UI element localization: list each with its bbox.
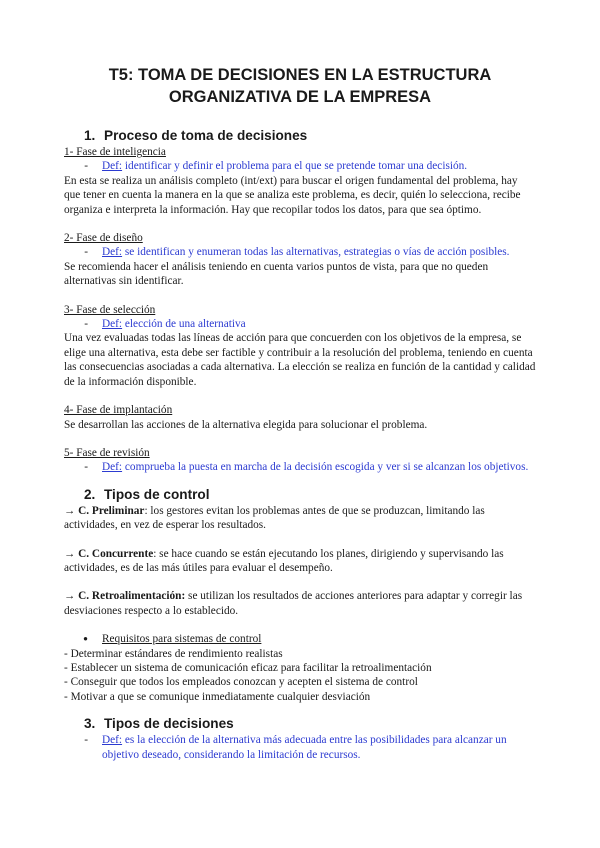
- dash-marker: -: [84, 246, 88, 259]
- control-name: C. Preliminar: [78, 504, 145, 517]
- section-2-title: Tipos de control: [104, 486, 210, 502]
- section-3-title: Tipos de decisiones: [104, 716, 234, 732]
- phase-5-label: 5- Fase de revisión: [64, 446, 150, 459]
- phase-3-definition: [64, 317, 536, 331]
- phase-2-definition: [64, 245, 536, 259]
- phase-2: [64, 231, 536, 289]
- phase-1-label: 1- Fase de inteligencia: [64, 146, 166, 158]
- section-3-definition: [64, 733, 536, 762]
- bullet-icon: ●: [83, 634, 88, 644]
- def-text: elección de una alternativa: [122, 318, 246, 331]
- document-page: [64, 64, 536, 762]
- phase-2-body: Se recomienda hacer el análisis teniendo en cuenta varios puntos de vista, para que no queden alternativas sin identificar.: [64, 260, 489, 288]
- control-sep: :: [153, 547, 157, 560]
- phase-1: [64, 145, 536, 217]
- phase-5: [64, 446, 536, 475]
- def-label: Def:: [102, 160, 123, 173]
- def-text: es la elección de la alternativa más adecuada entre las posibilidades para alcanzar un objetivo deseado, considerando la limitación de recursos.: [102, 734, 507, 761]
- phase-4-label: 4- Fase de implantación: [64, 404, 173, 417]
- section-1-number: 1.: [84, 128, 96, 143]
- control-retroalimentacion: [64, 589, 536, 618]
- document-title: [64, 64, 536, 108]
- section-1-heading: [84, 128, 536, 144]
- dash-marker: -: [84, 734, 88, 747]
- control-text: se utilizan los resultados de acciones anteriores para adaptar y corregir las desviaciones respecto a lo establecido.: [64, 590, 523, 617]
- requirement-item: - Conseguir que todos los empleados conozcan y acepten el sistema de control: [64, 676, 418, 689]
- def-text: comprueba la puesta en marcha de la decisión escogida y ver si se alcanzan los objetivos.: [122, 461, 529, 474]
- control-preliminar: [64, 504, 536, 533]
- phase-5-definition: [64, 460, 536, 474]
- phase-4: [64, 403, 536, 432]
- control-name: C. Concurrente: [78, 547, 154, 560]
- def-label: Def:: [102, 734, 123, 747]
- title-line-2: ORGANIZATIVA DE LA EMPRESA: [168, 88, 432, 106]
- requirement-item: - Establecer un sistema de comunicación eficaz para facilitar la retroalimentación: [64, 661, 432, 674]
- title-line-1: T5: TOMA DE DECISIONES EN LA ESTRUCTURA: [108, 66, 492, 84]
- control-text: los gestores evitan los problemas antes de que se produzcan, limitando las actividades, en vez de esperar los resultados.: [64, 504, 485, 532]
- control-sep: :: [144, 504, 148, 517]
- section-2-number: 2.: [84, 486, 96, 502]
- requirements-bullet: [64, 632, 536, 646]
- control-text: se hace cuando se están ejecutando los planes, dirigiendo y supervisando las actividades, es de las más útiles para evaluar el desempeño.: [64, 547, 504, 574]
- section-3-number: 3.: [84, 716, 96, 732]
- dash-marker: -: [84, 318, 88, 331]
- phase-3-label: 3- Fase de selección: [64, 303, 156, 316]
- requirement-item: - Motivar a que se comunique inmediatamente cualquier desviación: [64, 690, 371, 703]
- phase-3: [64, 303, 536, 389]
- section-3-heading: [84, 716, 536, 732]
- requirements-list: [64, 647, 536, 705]
- dash-marker: -: [84, 160, 88, 173]
- def-label: Def:: [102, 318, 123, 331]
- control-concurrente: [64, 547, 536, 576]
- control-name: C. Retroalimentación:: [78, 590, 186, 603]
- phase-4-body: Se desarrollan las acciones de la alternativa elegida para solucionar el problema.: [64, 418, 428, 431]
- phase-2-label: 2- Fase de diseño: [64, 232, 143, 245]
- def-label: Def:: [102, 461, 123, 474]
- arrow-icon: →: [64, 504, 76, 517]
- section-1-title: Proceso de toma de decisiones: [104, 128, 308, 143]
- phase-3-body: Una vez evaluadas todas las líneas de acción para que concuerden con los objetivos de la empresa, se elige una alternativa, esta debe ser factible y contribuir a la resolución del problema, teniendo en cuenta las consecuencias asociadas a cada alternativa. La elección se realiza en función de la cantidad y calidad de la información disponible.: [64, 332, 536, 388]
- arrow-icon: →: [64, 590, 76, 603]
- def-label: Def:: [102, 246, 123, 259]
- requirement-item: - Determinar estándares de rendimiento realistas: [64, 647, 283, 660]
- phase-1-definition: [64, 159, 536, 173]
- section-2-heading: [84, 487, 536, 503]
- arrow-icon: →: [64, 547, 76, 560]
- requirements-title: Requisitos para sistemas de control: [102, 633, 262, 646]
- def-text: se identifican y enumeran todas las alternativas, estrategias o vías de acción posibles.: [122, 246, 510, 259]
- dash-marker: -: [84, 461, 88, 474]
- def-text: identificar y definir el problema para el que se pretende tomar una decisión.: [122, 160, 468, 173]
- phase-1-body: En esta se realiza un análisis completo (int/ext) para buscar el origen fundamental del problema, hay que tener en cuenta la manera en la que se analiza este problema, es decir, quién lo selecciona, recibe organiza e interpreta la información. Hay que recopilar todos los datos, para que sea óptimo.: [64, 174, 521, 216]
